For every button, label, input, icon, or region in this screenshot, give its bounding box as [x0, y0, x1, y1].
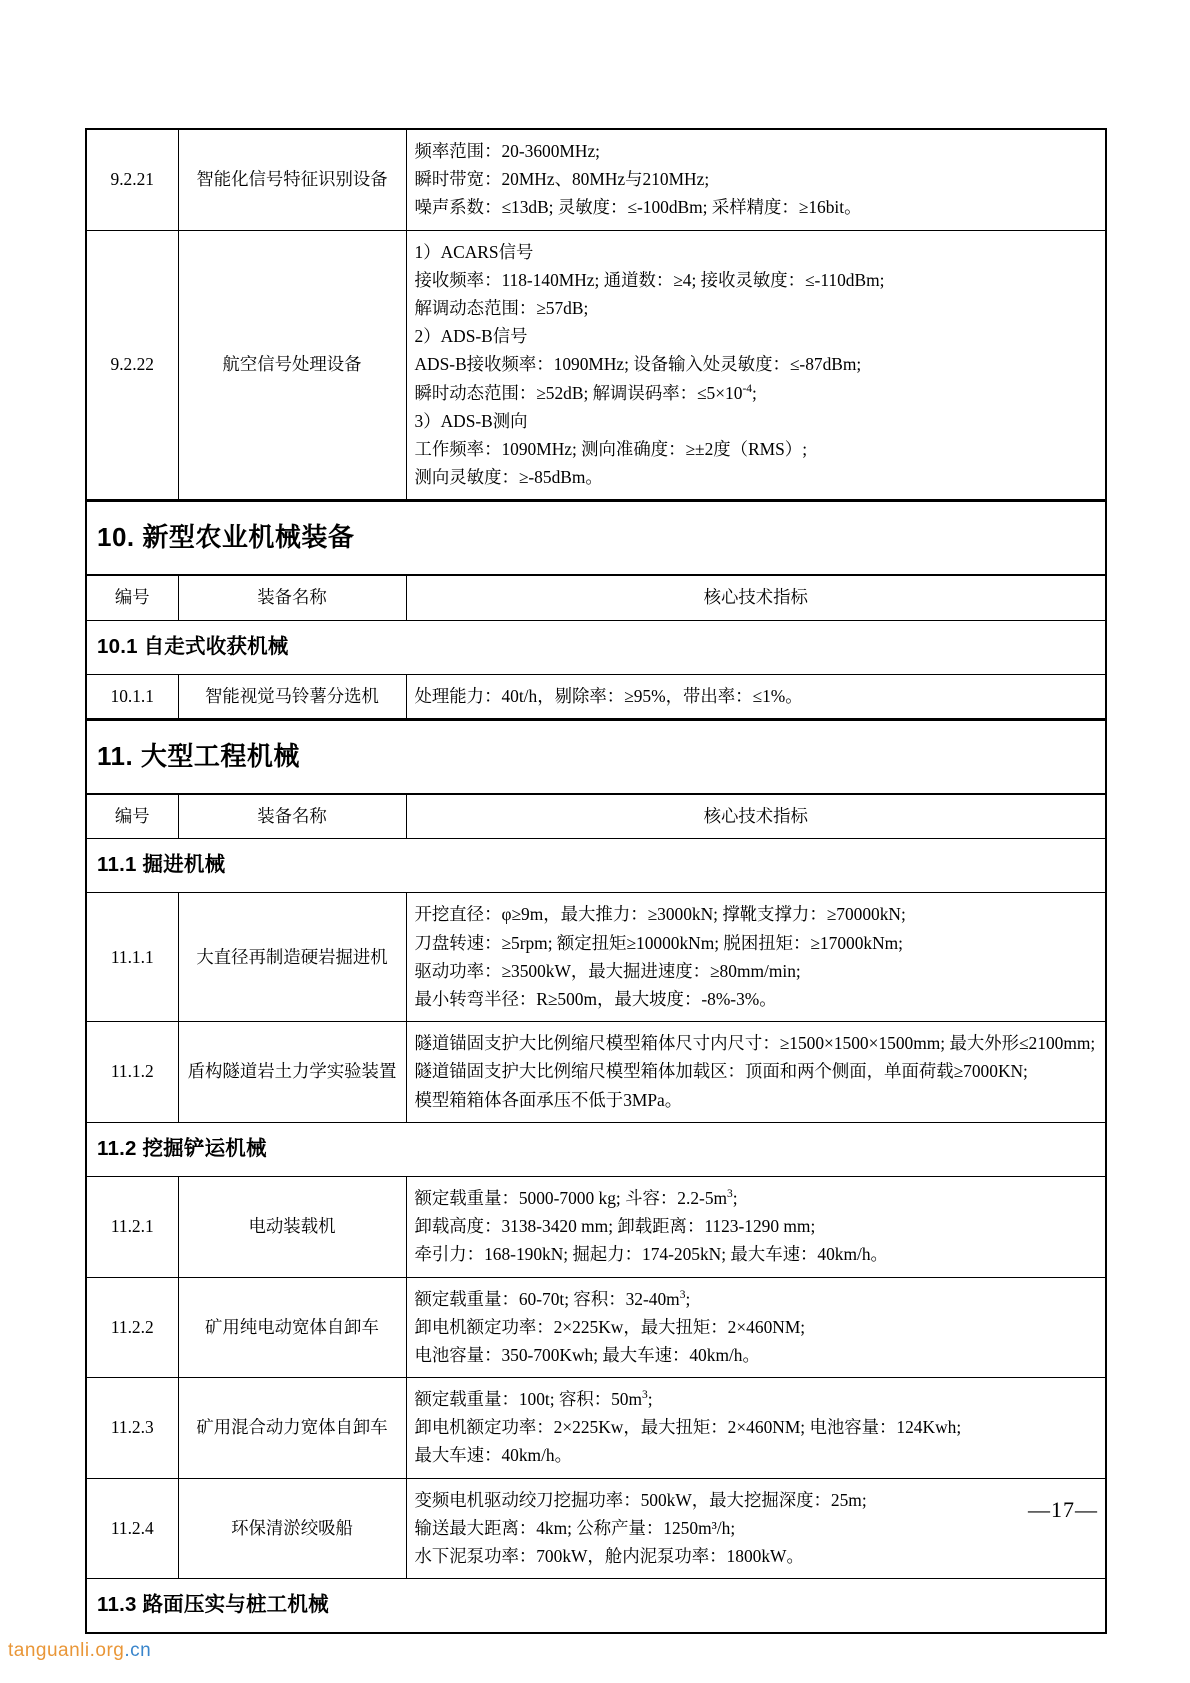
spec-line: 瞬时带宽：20MHz、80MHz与210MHz; — [414, 169, 710, 190]
column-header-row — [86, 794, 1106, 839]
row-spec — [406, 1176, 1106, 1277]
column-header-name: 装备名称 — [178, 575, 406, 620]
spec-line: 变频电机驱动绞刀挖掘功率：500kW，最大挖掘深度：25m; — [414, 1489, 867, 1510]
row-number: 11.1.2 — [86, 1022, 178, 1123]
page-content — [85, 128, 1105, 1634]
column-header-row — [86, 575, 1106, 620]
spec-line: 水下泥泵功率：700kW，舱内泥泵功率：1800kW。 — [414, 1546, 804, 1567]
row-number: 9.2.21 — [86, 129, 178, 230]
row-equipment-name: 盾构隧道岩土力学实验装置 — [178, 1022, 406, 1123]
column-header-num: 编号 — [86, 575, 178, 620]
table-row — [86, 1277, 1106, 1378]
table-row — [86, 1478, 1106, 1579]
table-section-11 — [85, 719, 1107, 1634]
row-number: 11.2.4 — [86, 1478, 178, 1579]
row-number: 11.2.1 — [86, 1176, 178, 1277]
spec-line: 输送最大距离：4km; 公称产量：1250m³/h; — [414, 1517, 736, 1538]
row-equipment-name: 智能化信号特征识别设备 — [178, 129, 406, 230]
spec-line: 隧道锚固支护大比例缩尺模型箱体加载区：顶面和两个侧面，单面荷载≥7000KN; — [414, 1061, 1028, 1082]
spec-line: 频率范围：20-3600MHz; — [414, 141, 600, 161]
row-equipment-name: 智能视觉马铃薯分选机 — [178, 674, 406, 719]
row-equipment-name: 矿用混合动力宽体自卸车 — [178, 1378, 406, 1479]
section-heading-10: 10. 新型农业机械装备 — [86, 501, 1106, 575]
subsection-heading-row-11-2 — [86, 1122, 1106, 1176]
spec-line: 接收频率：118-140MHz; 通道数：≥4; 接收灵敏度：≤-110dBm; — [414, 269, 885, 290]
row-spec — [406, 129, 1106, 230]
row-number: 11.2.3 — [86, 1378, 178, 1479]
subsection-heading-11-2: 11.2 挖掘铲运机械 — [86, 1122, 1106, 1176]
spec-line: 解调动态范围：≥57dB; — [414, 297, 589, 318]
column-header-spec: 核心技术指标 — [406, 794, 1106, 839]
subsection-heading-row-10-1 — [86, 620, 1106, 674]
spec-line: 刀盘转速：≥5rpm; 额定扭矩≥10000kNm; 脱困扭矩：≥17000kNm; — [414, 932, 904, 953]
row-equipment-name: 电动装载机 — [178, 1176, 406, 1277]
row-number: 9.2.22 — [86, 230, 178, 500]
section-heading-row-10 — [86, 501, 1106, 575]
row-equipment-name: 大直径再制造硬岩掘进机 — [178, 893, 406, 1022]
spec-line: 瞬时动态范围：≥52dB; 解调误码率：$\le 5\times 10^{-4}$; — [414, 382, 757, 403]
table-row — [86, 1022, 1106, 1123]
row-equipment-name: 航空信号处理设备 — [178, 230, 406, 500]
spec-line: 卸电机额定功率：2×225Kw，最大扭矩：2×460NM; — [414, 1316, 806, 1337]
spec-line: 驱动功率：≥3500kW，最大掘进速度：≥80mm/min; — [414, 960, 801, 981]
spec-line: 牵引力：168-190kN; 掘起力：174-205kN; 最大车速：40km/h。 — [414, 1244, 888, 1265]
spec-line: 卸载高度：3138-3420 mm; 卸载距离：1123-1290 mm; — [414, 1216, 816, 1237]
row-number: 11.1.1 — [86, 893, 178, 1022]
table-row — [86, 1378, 1106, 1479]
subsection-heading-row-11-3 — [86, 1579, 1106, 1634]
table-row — [86, 129, 1106, 230]
spec-line: 处理能力：40t/h，剔除率：≥95%，带出率：≤1%。 — [414, 685, 803, 706]
watermark-suffix: .cn — [124, 1640, 152, 1661]
subsection-heading-row-11-1 — [86, 839, 1106, 893]
row-equipment-name: 环保清淤绞吸船 — [178, 1478, 406, 1579]
table-row — [86, 1176, 1106, 1277]
table-row — [86, 893, 1106, 1022]
spec-line: 2）ADS-B信号 — [414, 326, 528, 347]
table-section-10 — [85, 500, 1107, 720]
row-spec — [406, 1277, 1106, 1378]
subsection-heading-10-1: 10.1 自走式收获机械 — [86, 620, 1106, 674]
spec-line: 额定载重量：60-70t; 容积：$32-40m^3$; — [414, 1288, 691, 1309]
row-number: 11.2.2 — [86, 1277, 178, 1378]
row-spec — [406, 674, 1106, 719]
spec-line: 最大车速：40km/h。 — [414, 1445, 572, 1466]
row-number: 10.1.1 — [86, 674, 178, 719]
subsection-heading-11-3: 11.3 路面压实与桩工机械 — [86, 1579, 1106, 1634]
row-spec — [406, 1478, 1106, 1579]
row-spec — [406, 893, 1106, 1022]
row-spec — [406, 230, 1106, 500]
column-header-spec: 核心技术指标 — [406, 575, 1106, 620]
section-heading-row-11 — [86, 720, 1106, 794]
spec-line: 额定载重量：100t; 容积：$50m^3$; — [414, 1389, 653, 1410]
spec-line: ADS-B接收频率：1090MHz; 设备输入处灵敏度：≤-87dBm; — [414, 354, 862, 375]
spec-line: 隧道锚固支护大比例缩尺模型箱体尺寸内尺寸：≥1500×1500×1500mm; 最大外形≤2100mm; — [414, 1033, 1096, 1054]
subsection-heading-11-1: 11.1 掘进机械 — [86, 839, 1106, 893]
column-header-name: 装备名称 — [178, 794, 406, 839]
spec-line: 最小转弯半径：R≥500m，最大坡度：-8%-3%。 — [414, 989, 777, 1009]
spec-line: 测向灵敏度：≥-85dBm。 — [414, 467, 603, 488]
section-heading-11: 11. 大型工程机械 — [86, 720, 1106, 794]
site-watermark — [8, 1640, 151, 1662]
spec-line: 开挖直径：φ≥9m，最大推力：≥3000kN; 撑靴支撑力：≥70000kN; — [414, 904, 906, 925]
spec-line: 3）ADS-B测向 — [414, 410, 528, 431]
page-number: —17— — [1028, 1497, 1098, 1522]
spec-line: 额定载重量：5000-7000 kg; 斗容：$2.2-5m^3$; — [414, 1187, 738, 1208]
spec-line: 噪声系数：≤13dB; 灵敏度：≤-100dBm; 采样精度：≥16bit。 — [414, 197, 862, 218]
spec-line: 模型箱箱体各面承压不低于3MPa。 — [414, 1089, 683, 1110]
table-row — [86, 674, 1106, 719]
spec-line: 卸电机额定功率：2×225Kw，最大扭矩：2×460NM; 电池容量：124Kwh; — [414, 1417, 962, 1438]
row-spec — [406, 1022, 1106, 1123]
row-spec — [406, 1378, 1106, 1479]
spec-line: 1）ACARS信号 — [414, 241, 534, 262]
spec-line: 工作频率：1090MHz; 测向准确度：≥±2度（RMS）; — [414, 438, 808, 459]
watermark-main: tanguanli.org — [8, 1640, 125, 1661]
row-equipment-name: 矿用纯电动宽体自卸车 — [178, 1277, 406, 1378]
spec-line: 电池容量：350-700Kwh; 最大车速：40km/h。 — [414, 1344, 760, 1365]
table-section-9-continued — [85, 128, 1107, 501]
table-row — [86, 230, 1106, 500]
column-header-num: 编号 — [86, 794, 178, 839]
